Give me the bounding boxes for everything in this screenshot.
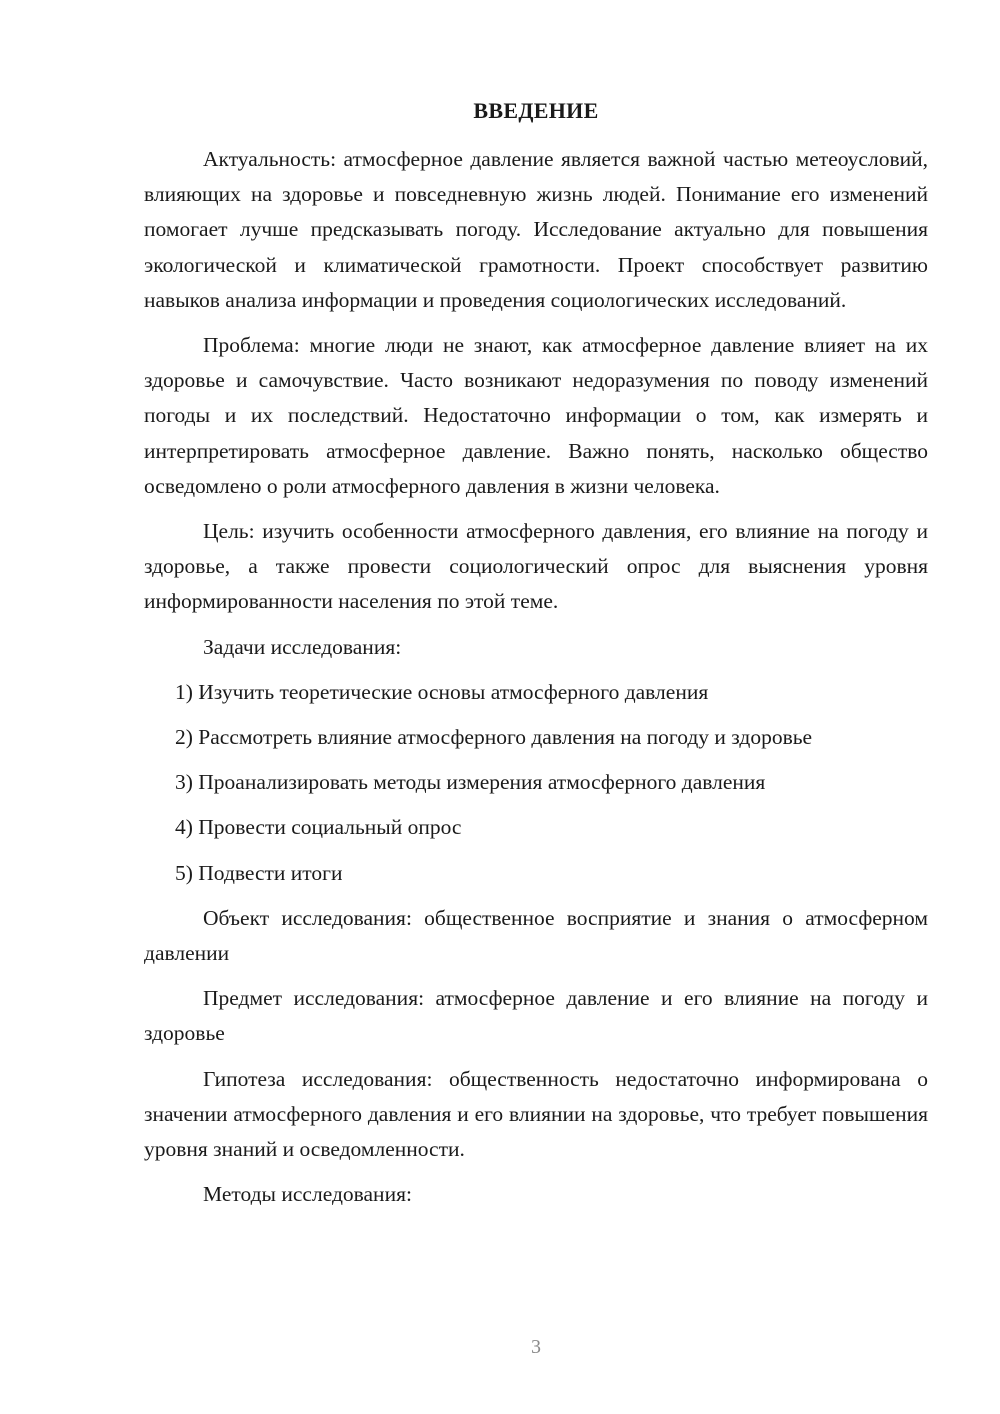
relevance-paragraph: Актуальность: атмосферное давление является важной частью метеоусловий, влияющих на здоровье и повседневную жизнь людей. Понимание его изменений помогает лучше предсказывать погоду. Исследование актуально для повышения экологической и климатической грамотности. Проект способствует развитию навыков анализа информации и проведения социологических исследований. xyxy=(144,147,928,312)
document-body xyxy=(144,142,928,1222)
page-title: ВВЕДЕНИЕ xyxy=(473,98,599,123)
subject-paragraph: Предмет исследования: атмосферное давление и его влияние на погоду и здоровье xyxy=(144,986,928,1046)
list-item: 5) Подвести итоги xyxy=(175,860,343,885)
page-number: 3 xyxy=(531,1336,541,1358)
list-item: 1) Изучить теоретические основы атмосферного давления xyxy=(175,679,709,704)
tasks-heading: Задачи исследования: xyxy=(203,634,402,659)
object-paragraph: Объект исследования: общественное восприятие и знания о атмосферном давлении xyxy=(144,905,928,966)
list-item: 3) Проанализировать методы измерения атмосферного давления xyxy=(175,770,766,795)
methods-heading: Методы исследования: xyxy=(203,1182,412,1207)
problem-paragraph: Проблема: многие люди не знают, как атмосферное давление влияет на их здоровье и самочувствие. Часто возникают недоразумения по поводу изменений погоды и их последствий. Недостаточно информации о том, как измерять и интерпретировать атмосферное давление. Важно понять, насколько общество осведомлено о роли атмосферного давления в жизни человека. xyxy=(144,333,928,498)
list-item: 4) Провести социальный опрос xyxy=(175,815,462,840)
goal-paragraph: Цель: изучить особенности атмосферного давления, его влияние на погоду и здоровье, а также провести социологический опрос для выяснения уровня информированности населения по этой теме. xyxy=(144,519,928,614)
list-item: 2) Рассмотреть влияние атмосферного давления на погоду и здоровье xyxy=(175,725,813,750)
tasks-list xyxy=(144,675,928,891)
hypothesis-paragraph: Гипотеза исследования: общественность недостаточно информирована о значении атмосферного давления и его влиянии на здоровье, что требует повышения уровня знаний и осведомленности. xyxy=(144,1066,928,1162)
